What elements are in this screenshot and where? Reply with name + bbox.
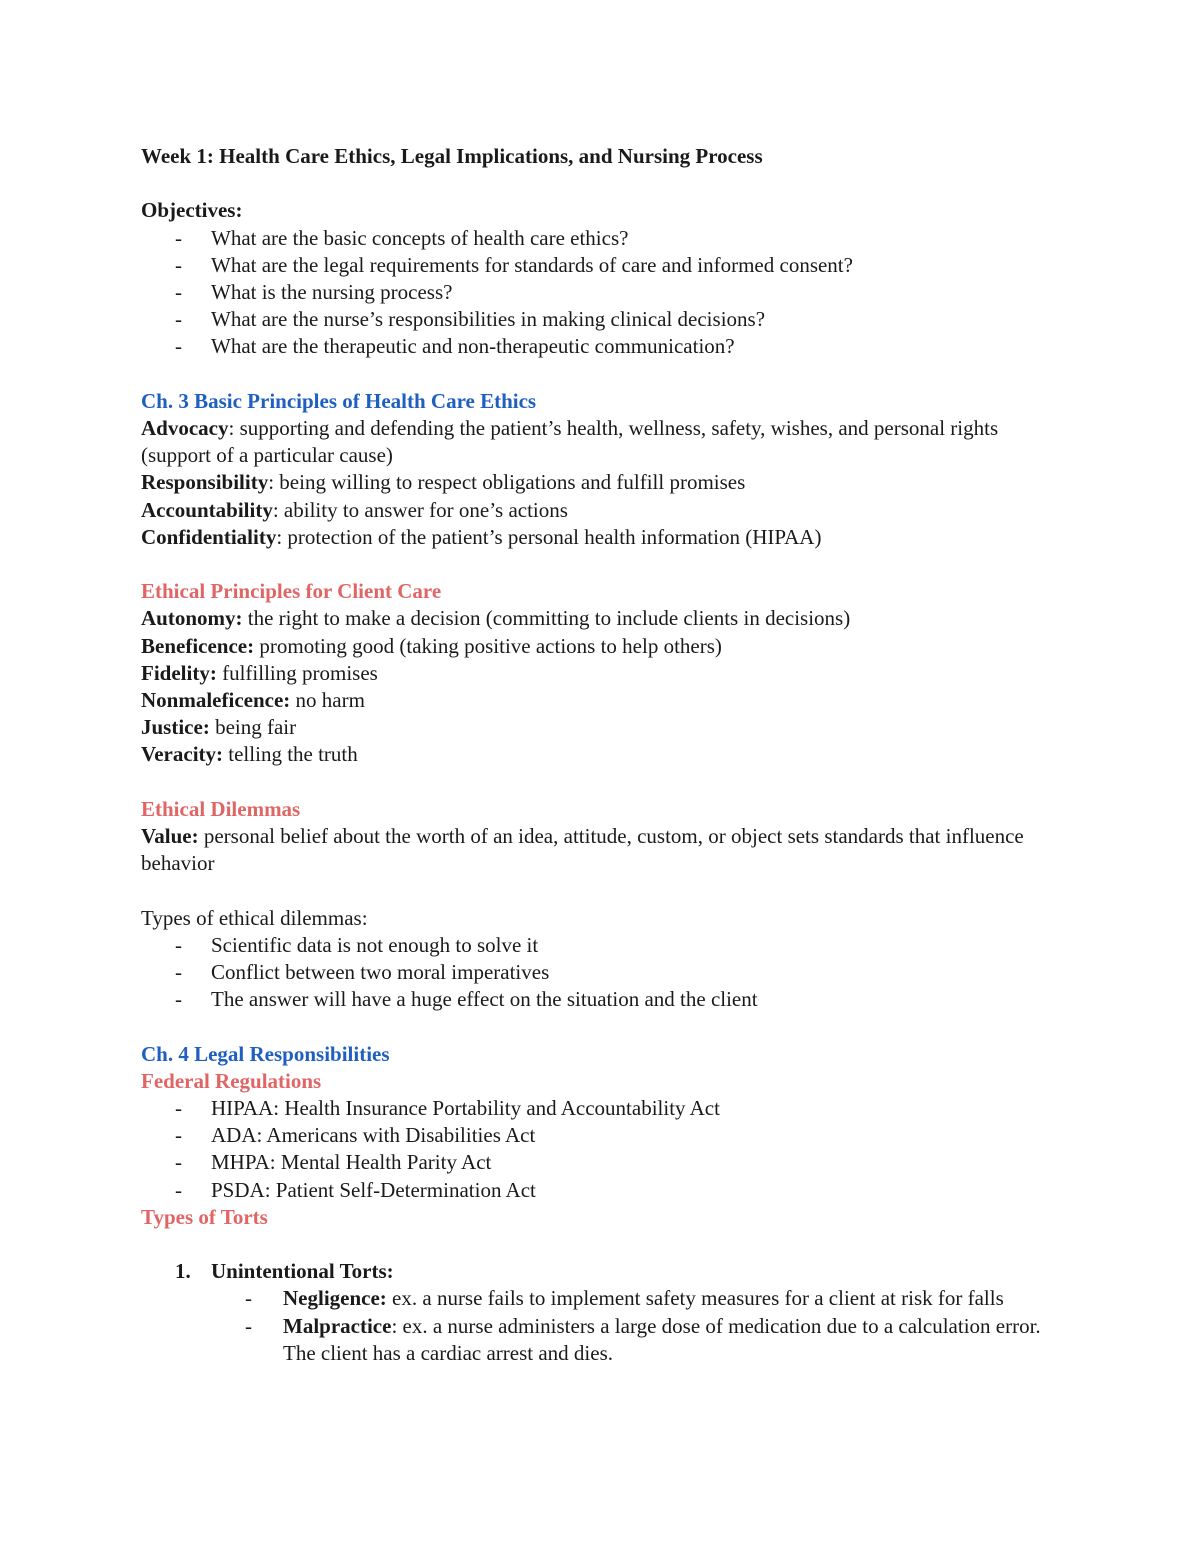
list-item: - The answer will have a huge effect on the situation and the client [175,987,758,1012]
term-nonmaleficence: Nonmaleficence: no harm [141,688,365,713]
torts-heading: Types of Torts [141,1204,268,1229]
spacer [141,877,1061,904]
federal-heading: Federal Regulations [141,1068,322,1093]
list-item: - What are the legal requirements for standards of care and informed consent? [175,252,853,277]
list-item: - Conflict between two moral imperatives [175,960,550,985]
term-beneficence: Beneficence: promoting good (taking positive actions to help others) [141,633,722,658]
list-item: - What are the basic concepts of health care ethics? [175,225,629,250]
list-item: - PSDA: Patient Self-Determination Act [175,1177,536,1202]
dilemma-types-heading: Types of ethical dilemmas: [141,905,368,930]
objectives-heading: Objectives: [141,198,243,223]
term-fidelity: Fidelity: fulfilling promises [141,660,378,685]
term-autonomy: Autonomy: the right to make a decision (committing to include clients in decisions) [141,606,851,631]
unintentional-torts-list [211,1285,1061,1367]
dilemma-types-list [141,932,1061,1014]
ch3-heading: Ch. 3 Basic Principles of Health Care Ethics [141,388,537,413]
federal-list [141,1095,1061,1204]
list-item: - Negligence: ex. a nurse fails to implement safety measures for a client at risk for falls [245,1286,1004,1311]
list-item: 1. Unintentional Torts: - Negligence: ex. a nurse fails to implement safety measures for a client at risk for falls - Malpractice: ex. a nurse administers a large dose of medication due to a calculation error. The client has a cardiac arrest and dies. [141,1258,1061,1367]
term-justice: Justice: being fair [141,715,297,740]
ch4-heading: Ch. 4 Legal Responsibilities [141,1041,390,1066]
list-item: - What are the therapeutic and non-therapeutic communication? [175,334,735,359]
spacer [141,170,1061,197]
ethical-principles-heading: Ethical Principles for Client Care [141,579,442,604]
list-item: - What are the nurse’s responsibilities in making clinical decisions? [175,307,766,332]
term-accountability: Accountability: ability to answer for one’s actions [141,497,568,522]
dilemmas-heading: Ethical Dilemmas [141,796,301,821]
list-item: - MHPA: Mental Health Parity Act [175,1150,492,1175]
document-page [141,143,1061,1367]
torts-list [141,1258,1061,1367]
list-item: - HIPAA: Health Insurance Portability and Accountability Act [175,1096,720,1121]
term-veracity: Veracity: telling the truth [141,742,358,767]
list-item: - What is the nursing process? [175,280,453,304]
spacer [141,1231,1061,1258]
document-title: Week 1: Health Care Ethics, Legal Implications, and Nursing Process [141,144,763,168]
term-advocacy: Advocacy: supporting and defending the patient’s health, wellness, safety, wishes, and personal rights (support of a particular cause) [141,416,999,468]
term-confidentiality: Confidentiality: protection of the patient’s personal health information (HIPAA) [141,524,822,549]
term-value: Value: personal belief about the worth of an idea, attitude, custom, or object sets standards that influence behavior [141,824,1024,876]
list-item: - Malpractice: ex. a nurse administers a large dose of medication due to a calculation error. The client has a cardiac arrest and dies. [245,1313,1041,1365]
term-responsibility: Responsibility: being willing to respect obligations and fulfill promises [141,470,746,495]
spacer [141,1013,1061,1040]
spacer [141,551,1061,578]
list-item: - ADA: Americans with Disabilities Act [175,1123,536,1148]
objectives-list [141,225,1061,361]
list-item: - Scientific data is not enough to solve it [175,932,539,957]
spacer [141,361,1061,388]
spacer [141,769,1061,796]
